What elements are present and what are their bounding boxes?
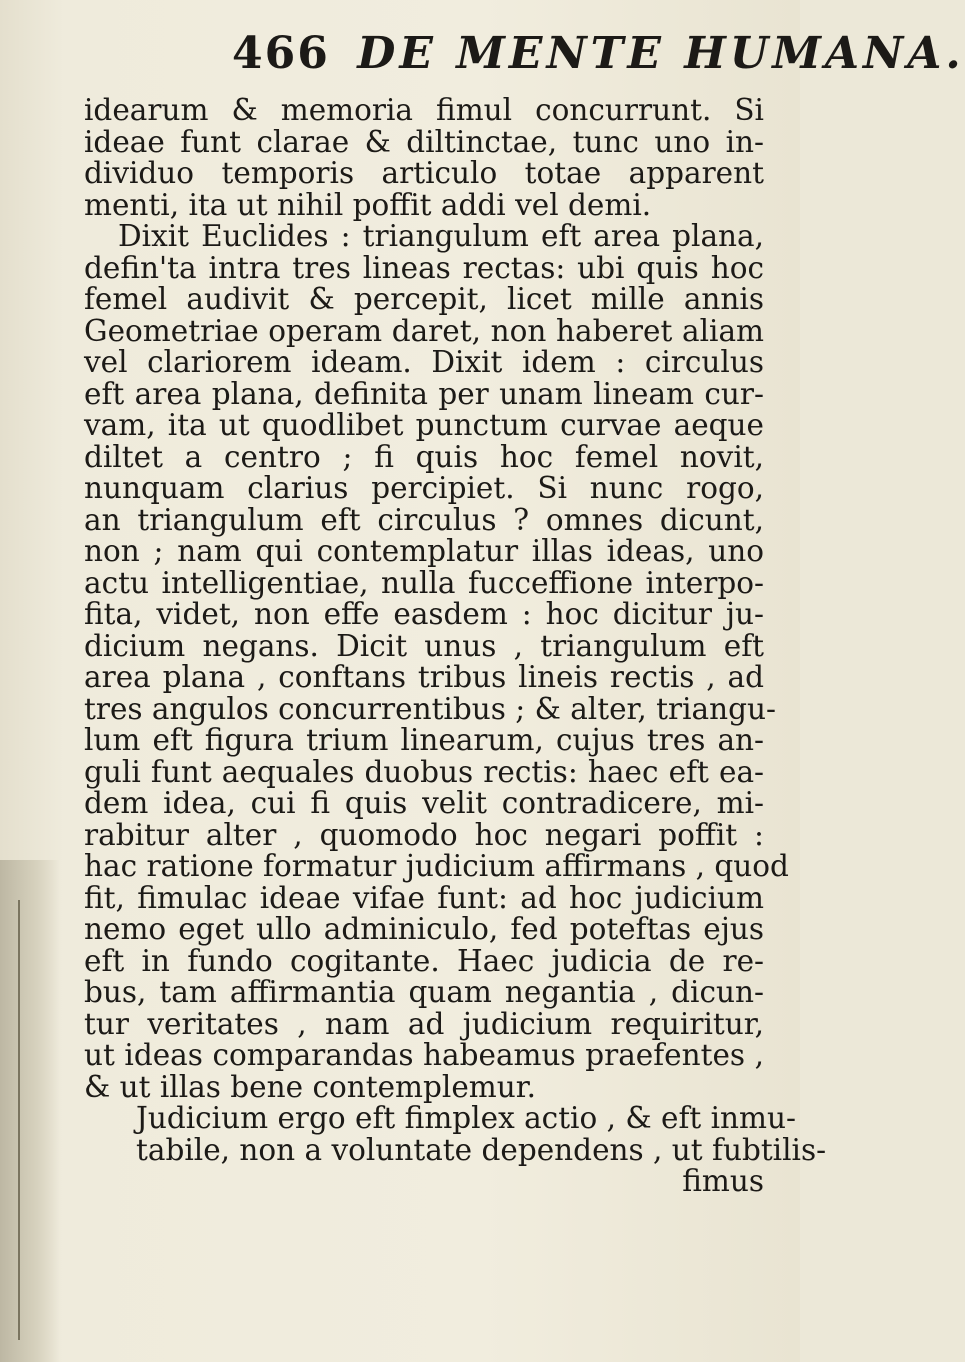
text-line: eft in fundo cogitante. Haec judicia de re- [84, 943, 764, 978]
text-line: defin'ta intra tres lineas rectas: ubi quis hoc [84, 250, 764, 285]
text-line: & ut illas bene contemplemur. [84, 1069, 537, 1104]
body-text [84, 93, 827, 1198]
page-edge-line [18, 900, 20, 1340]
text-line: tres angulos concurrentibus ; & alter, triangu- [84, 691, 776, 726]
text-line: rabitur alter , quomodo hoc negari poffit : [84, 817, 764, 852]
text-line: diltet a centro ; fi quis hoc femel novit, [84, 439, 764, 474]
text-line: area plana , conftans tribus lineis rectis , ad [84, 660, 764, 694]
text-line: ideae funt clarae & diltinctae, tunc uno in- [84, 124, 764, 159]
text-line: ut ideas comparandas habeamus praefentes , [84, 1038, 764, 1072]
text-line: nemo eget ullo adminiculo, fed poteftas ejus [84, 912, 764, 946]
text-line: dicium negans. Dicit unus , triangulum eft [84, 628, 764, 663]
catchword: fimus [682, 1164, 764, 1198]
text-line: vel clariorem ideam. Dixit idem : circulus [84, 345, 764, 379]
text-line: menti, ita ut nihil poffit addi vel demi. [84, 187, 652, 222]
text-line: eft area plana, definita per unam lineam cur- [84, 376, 764, 411]
text-line: hac ratione formatur judicium affirmans , quod [84, 849, 789, 883]
text-line: dem idea, cui fi quis velit contradicere, mi- [84, 786, 764, 820]
text-line: lum eft figura trium linearum, cujus tres an- [84, 723, 764, 757]
text-line: guli funt aequales duobus rectis: haec eft ea- [84, 754, 764, 789]
text-line: nunquam clarius percipiet. Si nunc rogo, [84, 471, 764, 505]
text-line: fita, videt, non effe easdem : hoc dicitur ju- [84, 597, 764, 631]
text-line: idearum & memoria fimul concurrunt. Si [84, 93, 764, 127]
text-line: dividuo temporis articulo totae apparent [84, 156, 764, 190]
text-line: fit, fimulac ideae vifae funt: ad hoc judicium [84, 880, 764, 915]
text-line: non ; nam qui contemplatur illas ideas, uno [84, 534, 764, 568]
text-line: femel audivit & percepit, licet mille annis [84, 282, 764, 316]
text-line: actu intelligentiae, nulla fucceffione interpo- [84, 565, 764, 600]
text-line: an triangulum eft circulus ? omnes dicunt, [84, 502, 764, 537]
running-title: DE MENTE HUMANA. [357, 28, 965, 79]
text-line: Dixit Euclides : triangulum eft area plana, [118, 219, 764, 253]
text-line: tur veritates , nam ad judicium requiritur, [84, 1006, 764, 1041]
page-number: 466 [232, 28, 330, 79]
page-edge-shadow [0, 860, 60, 1362]
text-line: Judicium ergo eft fimplex actio , & eft inmu- [136, 1101, 796, 1135]
text-line: Geometriae operam daret, non haberet aliam [84, 313, 764, 348]
running-header [232, 28, 965, 79]
text-line: vam, ita ut quodlibet punctum curvae aeque [84, 408, 764, 442]
text-line: bus, tam affirmantia quam negantia , dicun- [84, 975, 764, 1009]
text-line: tabile, non a voluntate dependens , ut fubtilis- [136, 1132, 827, 1167]
